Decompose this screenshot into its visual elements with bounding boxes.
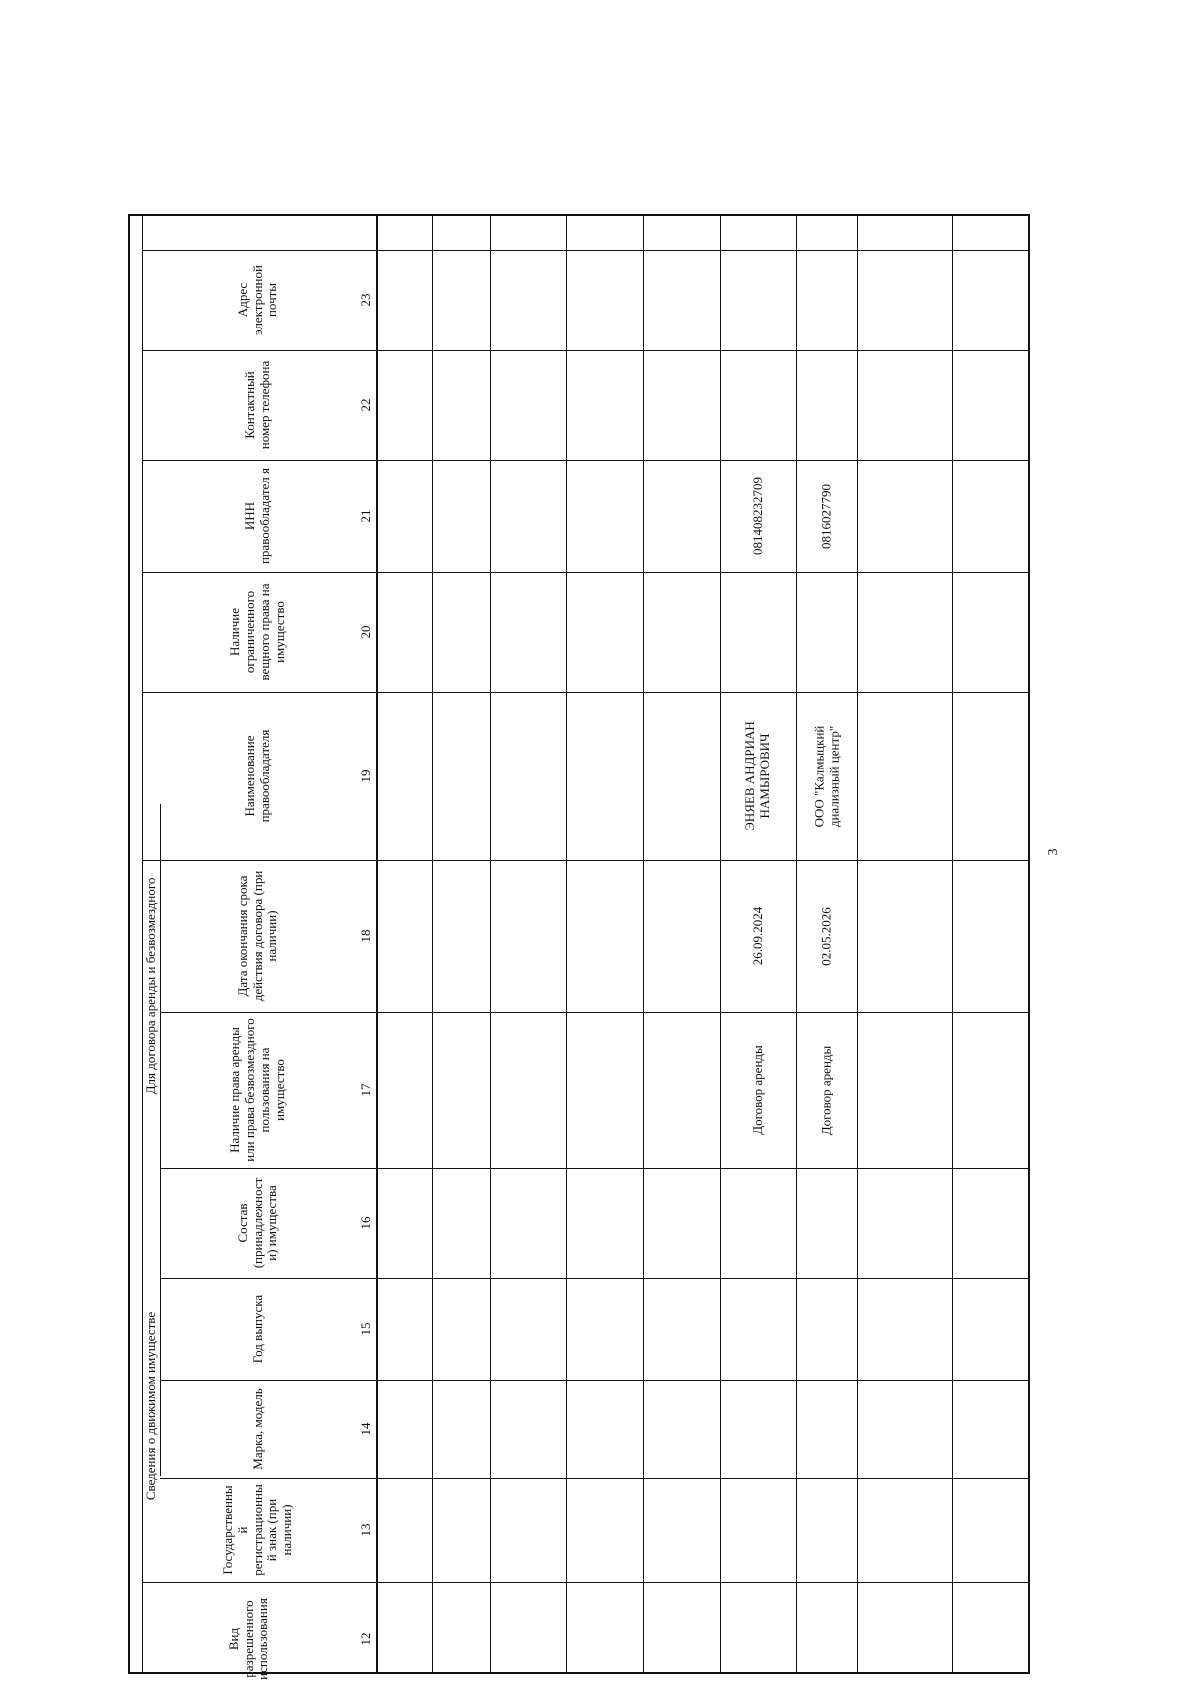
column-header-18: Дата окончания срока действия договора (при наличии) <box>234 870 280 1002</box>
column-boundary <box>160 1168 1030 1169</box>
column-boundary <box>160 1278 1030 1279</box>
column-header-22: Контактный номер телефона <box>242 360 272 450</box>
column-boundary <box>142 860 1030 861</box>
table-border-top <box>128 214 1030 216</box>
column-number-14: 14 <box>357 1422 373 1436</box>
column-header-20: Наличие ограниченного вещного права на имущество <box>227 583 287 681</box>
row-boundary <box>1028 214 1029 1672</box>
cell-r7-c17: Договор аренды <box>818 1045 834 1135</box>
column-header-15: Год выпуска <box>249 1294 265 1364</box>
row-boundary <box>796 214 797 1672</box>
column-header-17: Наличие права аренды или права безвозмездного пользования на имущество <box>227 1018 287 1162</box>
column-header-14: Марка, модель <box>249 1388 265 1470</box>
column-number-20: 20 <box>357 625 373 639</box>
column-boundary <box>142 460 1030 461</box>
row-boundary <box>952 214 953 1672</box>
column-boundary <box>142 692 1030 693</box>
page-number: 3 <box>1046 848 1061 856</box>
column-boundary <box>142 350 1030 351</box>
column-header-23: Адрес электронной почты <box>234 265 280 335</box>
column-boundary <box>160 1012 1030 1013</box>
column-boundary <box>142 572 1030 573</box>
cell-r6-c18: 26.09.2024 <box>749 906 765 966</box>
column-number-12: 12 <box>357 1632 373 1646</box>
column-header-12: Вид разрешенного использования <box>225 1598 271 1680</box>
column-number-23: 23 <box>357 293 373 307</box>
column-boundary <box>160 1380 1030 1381</box>
row-boundary <box>643 214 644 1672</box>
group-header-lease-contract: Для договора аренды и безвозмездного <box>142 877 158 1095</box>
column-header-13: Государственны й регистрационны й знак (при наличии) <box>219 1484 295 1576</box>
group-header-movable-property: Сведения о движимом имуществе <box>142 1311 158 1501</box>
column-number-16: 16 <box>357 1216 373 1230</box>
column-boundary <box>142 250 1030 251</box>
column-header-16: Состав (принадлежност и) имущества <box>234 1177 280 1269</box>
cell-r7-c21: 0816027790 <box>818 483 834 549</box>
column-header-21: ИНН правообладател я <box>242 467 272 565</box>
table-border-left <box>128 214 130 1672</box>
column-boundary <box>160 1478 1030 1479</box>
column-number-17: 17 <box>357 1083 373 1097</box>
row-boundary <box>432 214 433 1672</box>
column-number-18: 18 <box>357 929 373 943</box>
row-boundary <box>490 214 491 1672</box>
cell-r7-c18: 02.05.2026 <box>818 906 834 966</box>
column-number-15: 15 <box>357 1322 373 1336</box>
column-header-19: Наименование правообладателя <box>242 729 272 823</box>
column-number-13: 13 <box>357 1523 373 1537</box>
column-number-21: 21 <box>357 509 373 523</box>
row-boundary <box>376 214 378 1672</box>
row-boundary <box>720 214 721 1672</box>
cell-r6-c17: Договор аренды <box>749 1045 765 1135</box>
column-boundary <box>142 1582 1030 1583</box>
column-number-22: 22 <box>357 398 373 412</box>
row-boundary <box>566 214 567 1672</box>
column-number-19: 19 <box>357 769 373 783</box>
row-boundary <box>857 214 858 1672</box>
cell-r7-c19: ООО "Калмыцкий диализный центр" <box>810 725 841 827</box>
cell-r6-c21: 081408232709 <box>749 477 765 555</box>
cell-r6-c19: ЭНЯЕВ АНДРИАН НАМЫРОВИЧ <box>742 721 772 831</box>
